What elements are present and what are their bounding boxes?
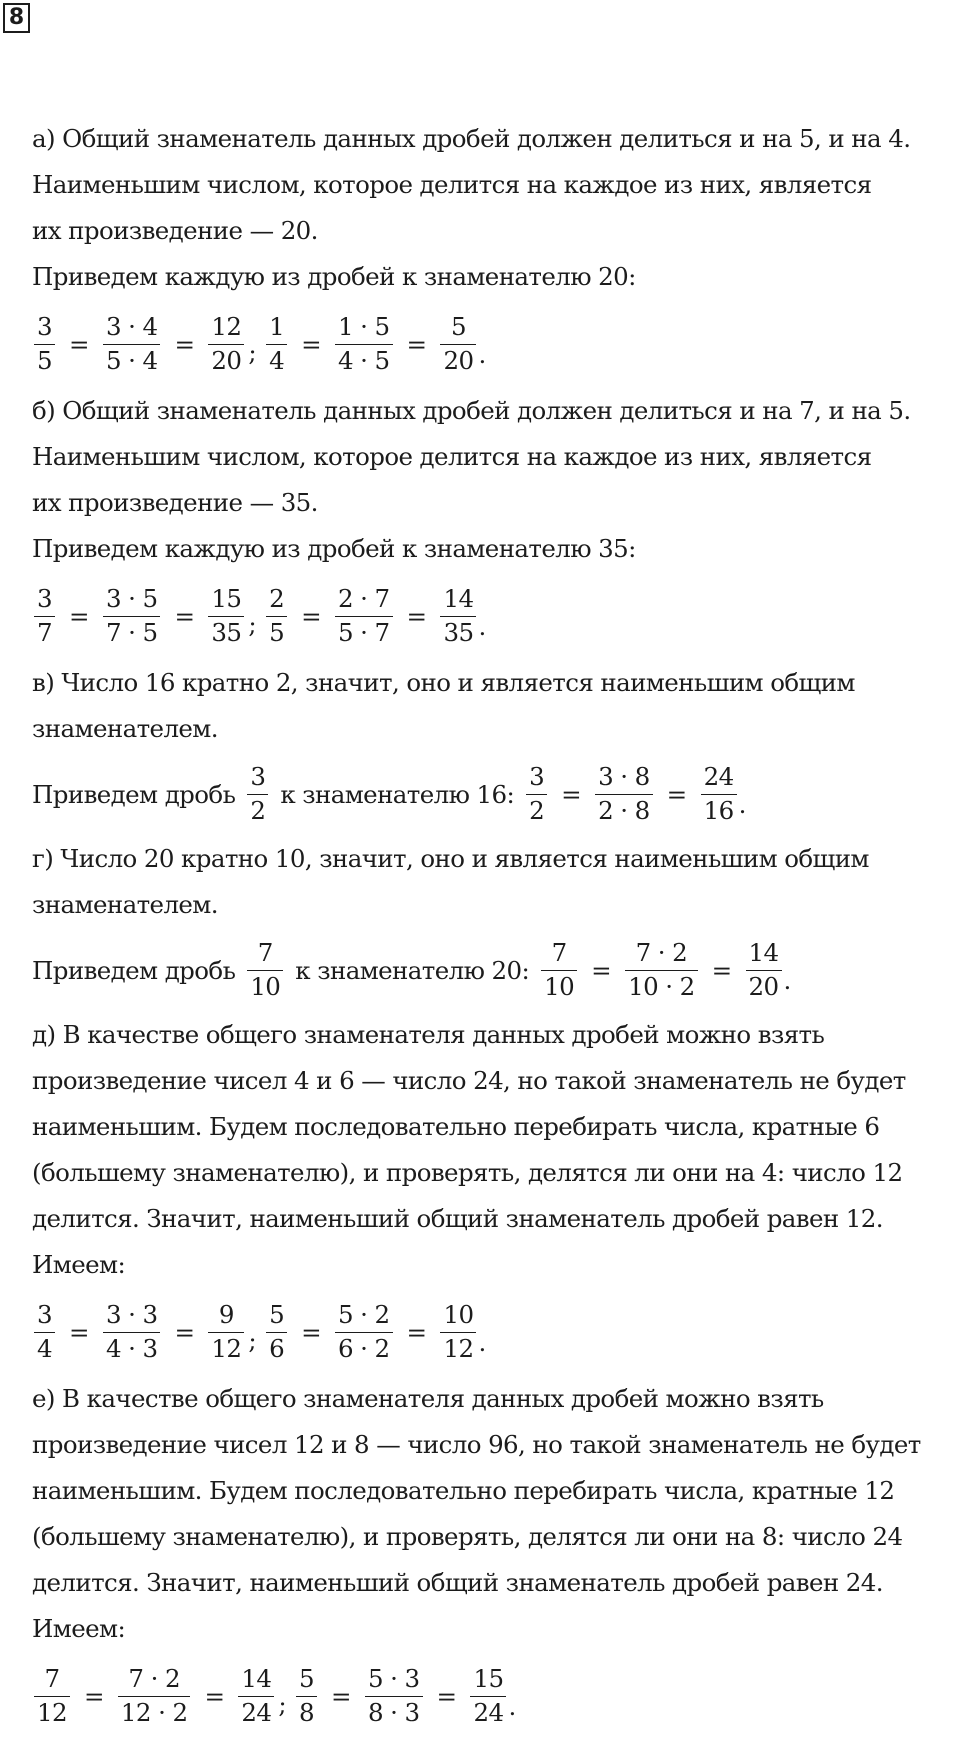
fraction: $\frac{3 \cdot 8}{2 \cdot 8}$: [595, 763, 653, 824]
fraction: $\frac{5}{20}$: [440, 313, 476, 374]
fraction: $\frac{3 \cdot 5}{7 \cdot 5}$: [103, 585, 161, 646]
part-d-line-6: Имеем:: [32, 1250, 126, 1279]
fraction: $\frac{7}{12}$: [34, 1665, 70, 1726]
fraction: $\frac{12}{20}$: [208, 313, 244, 374]
fraction: $\frac{5 \cdot 2}{6 \cdot 2}$: [335, 1301, 393, 1362]
fraction: $\frac{14}{20}$: [746, 939, 782, 1000]
fraction: $\frac{10}{12}$: [440, 1301, 476, 1362]
part-e-line-1: е) В качестве общего знаменателя данных дробей можно взять: [32, 1384, 824, 1413]
fraction: $\frac{15}{24}$: [470, 1665, 506, 1726]
part-d-equation: $\frac{3}{4}$ = $\frac{3 \cdot 3}{4 \cdot 3}$ = $\frac{9}{12}$ ; $\frac{5}{6}$ = $\frac{5 \cdot 2}{6 \cdot 2}$ = $\frac{10}{12}$ .: [32, 1288, 957, 1376]
fraction: $\frac{3}{7}$: [34, 585, 55, 646]
fraction: $\frac{3}{2}$: [247, 763, 268, 824]
part-v-line-1: в) Число 16 кратно 2, значит, оно и является наименьшим общим: [32, 668, 855, 697]
part-d-line-2: произведение чисел 4 и 6 — число 24, но такой знаменатель не будет: [32, 1066, 906, 1095]
fraction: $\frac{7}{10}$: [541, 939, 577, 1000]
fraction: $\frac{3}{5}$: [34, 313, 55, 374]
part-e-equation: $\frac{7}{12}$ = $\frac{7 \cdot 2}{12 \cdot 2}$ = $\frac{14}{24}$ ; $\frac{5}{8}$ = $\frac{5 \cdot 3}{8 \cdot 3}$ = $\frac{15}{24}$ .: [32, 1652, 957, 1740]
fraction: $\frac{7 \cdot 2}{10 \cdot 2}$: [625, 939, 698, 1000]
fraction: $\frac{3 \cdot 4}{5 \cdot 4}$: [103, 313, 161, 374]
part-g-line-2: знаменателем.: [32, 890, 218, 919]
part-e-line-2: произведение чисел 12 и 8 — число 96, но такой знаменатель не будет: [32, 1430, 921, 1459]
part-b-line-1: б) Общий знаменатель данных дробей должен делиться и на 7, и на 5.: [32, 396, 911, 425]
part-d-line-1: д) В качестве общего знаменателя данных дробей можно взять: [32, 1020, 825, 1049]
part-b-line-4: Приведем каждую из дробей к знаменателю 35:: [32, 534, 636, 563]
problem-number-badge: 8: [3, 3, 30, 33]
part-a-line-2: Наименьшим числом, которое делится на каждое из них, является: [32, 170, 872, 199]
fraction: $\frac{2}{5}$: [266, 585, 287, 646]
fraction: $\frac{2 \cdot 7}{5 \cdot 7}$: [335, 585, 393, 646]
fraction: $\frac{1}{4}$: [266, 313, 287, 374]
fraction: $\frac{5}{6}$: [266, 1301, 287, 1362]
part-a-line-4: Приведем каждую из дробей к знаменателю 20:: [32, 262, 636, 291]
part-d-line-3: наименьшим. Будем последовательно перебирать числа, кратные 6: [32, 1112, 880, 1141]
part-a-equation: $\frac{3}{5}$ = $\frac{3 \cdot 4}{5 \cdot 4}$ = $\frac{12}{20}$ ; $\frac{1}{4}$ = $\frac{1 \cdot 5}{4 \cdot 5}$ = $\frac{5}{20}$ .: [32, 300, 957, 388]
part-d-line-5: делится. Значит, наименьший общий знаменатель дробей равен 12.: [32, 1204, 883, 1233]
part-g-equation: Приведем дробь $\frac{7}{10}$ к знаменателю 20: $\frac{7}{10}$ = $\frac{7 \cdot 2}{10 \cdot 2}$ = $\frac{14}{20}$ .: [32, 938, 791, 1001]
part-g-line-1: г) Число 20 кратно 10, значит, оно и является наименьшим общим: [32, 844, 869, 873]
part-b-line-3: их произведение — 35.: [32, 488, 318, 517]
solution-text: [32, 116, 957, 1740]
part-e-line-5: делится. Значит, наименьший общий знаменатель дробей равен 24.: [32, 1568, 883, 1597]
fraction: $\frac{24}{16}$: [701, 763, 737, 824]
fraction: $\frac{3 \cdot 3}{4 \cdot 3}$: [103, 1301, 161, 1362]
fraction: $\frac{15}{35}$: [208, 585, 244, 646]
fraction: $\frac{1 \cdot 5}{4 \cdot 5}$: [335, 313, 393, 374]
part-b-line-2: Наименьшим числом, которое делится на каждое из них, является: [32, 442, 872, 471]
fraction: $\frac{3}{4}$: [34, 1301, 55, 1362]
fraction: $\frac{9}{12}$: [208, 1301, 244, 1362]
part-d-line-4: (большему знаменателю), и проверять, делятся ли они на 4: число 12: [32, 1158, 903, 1187]
part-a-line-3: их произведение — 20.: [32, 216, 318, 245]
fraction: $\frac{14}{35}$: [440, 585, 476, 646]
part-v-equation: Приведем дробь $\frac{3}{2}$ к знаменателю 16: $\frac{3}{2}$ = $\frac{3 \cdot 8}{2 \cdot 8}$ = $\frac{24}{16}$ .: [32, 762, 746, 825]
fraction: $\frac{5}{8}$: [296, 1665, 317, 1726]
part-e-line-3: наименьшим. Будем последовательно перебирать числа, кратные 12: [32, 1476, 895, 1505]
part-e-line-4: (большему знаменателю), и проверять, делятся ли они на 8: число 24: [32, 1522, 903, 1551]
part-e-line-6: Имеем:: [32, 1614, 126, 1643]
fraction: $\frac{3}{2}$: [526, 763, 547, 824]
fraction: $\frac{7}{10}$: [247, 939, 283, 1000]
part-b-equation: $\frac{3}{7}$ = $\frac{3 \cdot 5}{7 \cdot 5}$ = $\frac{15}{35}$ ; $\frac{2}{5}$ = $\frac{2 \cdot 7}{5 \cdot 7}$ = $\frac{14}{35}$ .: [32, 572, 957, 660]
fraction: $\frac{5 \cdot 3}{8 \cdot 3}$: [365, 1665, 423, 1726]
fraction: $\frac{7 \cdot 2}{12 \cdot 2}$: [118, 1665, 191, 1726]
fraction: $\frac{14}{24}$: [238, 1665, 274, 1726]
part-v-line-2: знаменателем.: [32, 714, 218, 743]
part-a-line-1: а) Общий знаменатель данных дробей должен делиться и на 5, и на 4.: [32, 124, 911, 153]
